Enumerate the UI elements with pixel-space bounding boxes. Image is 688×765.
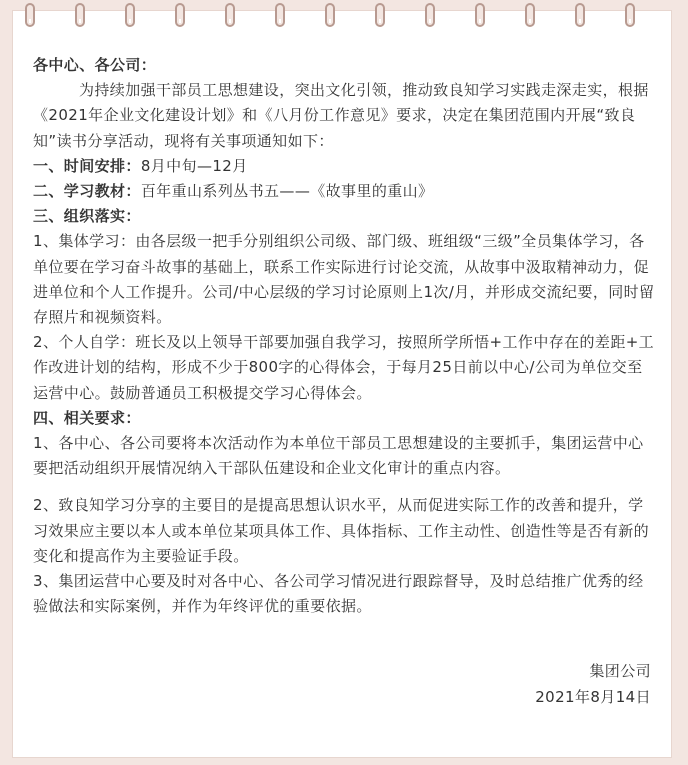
salutation: 各中心、各公司： [33,56,157,74]
binder-ring-icon [275,3,285,27]
section-requirements-title: 四、相关要求： [33,408,141,427]
requirement-item-2: 2、致良知学习分享的主要目的是提高思想认识水平，从而促进实际工作的改善和提升，学习效果应主要以本人或本单位某项具体工作、具体指标、工作主动性、创造性等是否有新的变化和提高作为主要验证手段。 [33,496,650,565]
binder-ring-icon [175,3,185,27]
binder-ring-icon [575,3,585,27]
binder-ring-icon [125,3,135,27]
section-material-value: 百年重山系列丛书五——《故事里的重山》 [140,182,434,201]
section-material [33,179,655,204]
issue-date: 2021年8月14日 [535,687,651,706]
notice-body [33,53,655,710]
binder-ring-icon [425,3,435,27]
organization-item-self-study: 2、个人自学：班长及以上领导干部要加强自我学习，按照所学所悟+工作中存在的差距+工作改进计划的结构，形成不少于800字的心得体会，于每月25日前以中心/公司为单位交至运营中心。鼓励普通员工积极提交学习心得体会。 [33,333,655,402]
organization-item-collective: 1、集体学习：由各层级一把手分别组织公司级、部门级、班组级“三级”全员集体学习，各单位要在学习奋斗故事的基础上，联系工作实际进行讨论交流，从故事中汲取精神动力，促进单位和个人工作提升。公司/中心层级的学习讨论原则上1次/月，并形成交流纪要，同时留存照片和视频资料。 [33,232,655,327]
binder-ring-icon [525,3,535,27]
requirement-item-3: 3、集团运营中心要及时对各中心、各公司学习情况进行跟踪督导，及时总结推广优秀的经验做法和实际案例，并作为年终评优的重要依据。 [33,572,644,616]
section-time-title: 一、时间安排： [33,156,141,175]
binder-ring-icon [325,3,335,27]
binder-ring-icon [25,3,35,27]
binder-ring-icon [475,3,485,27]
binder-ring-icon [625,3,635,27]
binder-ring-icon [375,3,385,27]
binder-ring-icon [75,3,85,27]
section-organization-title: 三、组织落实： [33,207,141,226]
section-material-title: 二、学习教材： [33,182,141,201]
binder-ring-icon [225,3,235,27]
section-time [33,154,655,179]
notice-paper [12,10,672,758]
spacer [33,481,655,493]
signature: 集团公司 [589,662,651,681]
intro-paragraph: 为持续加强干部员工思想建设，突出文化引领，推动致良知学习实践走深走实，根据《2021年企业文化建设计划》和《八月份工作意见》要求，决定在集团范围内开展“致良知”读书分享活动，现将有关事项通知如下： [33,81,649,150]
spacer [33,619,655,659]
section-time-value: 8月中旬—12月 [140,156,248,175]
requirement-item-1: 1、各中心、各公司要将本次活动作为本单位干部员工思想建设的主要抓手，集团运营中心要把活动组织开展情况纳入干部队伍建设和企业文化审计的重点内容。 [33,434,644,478]
